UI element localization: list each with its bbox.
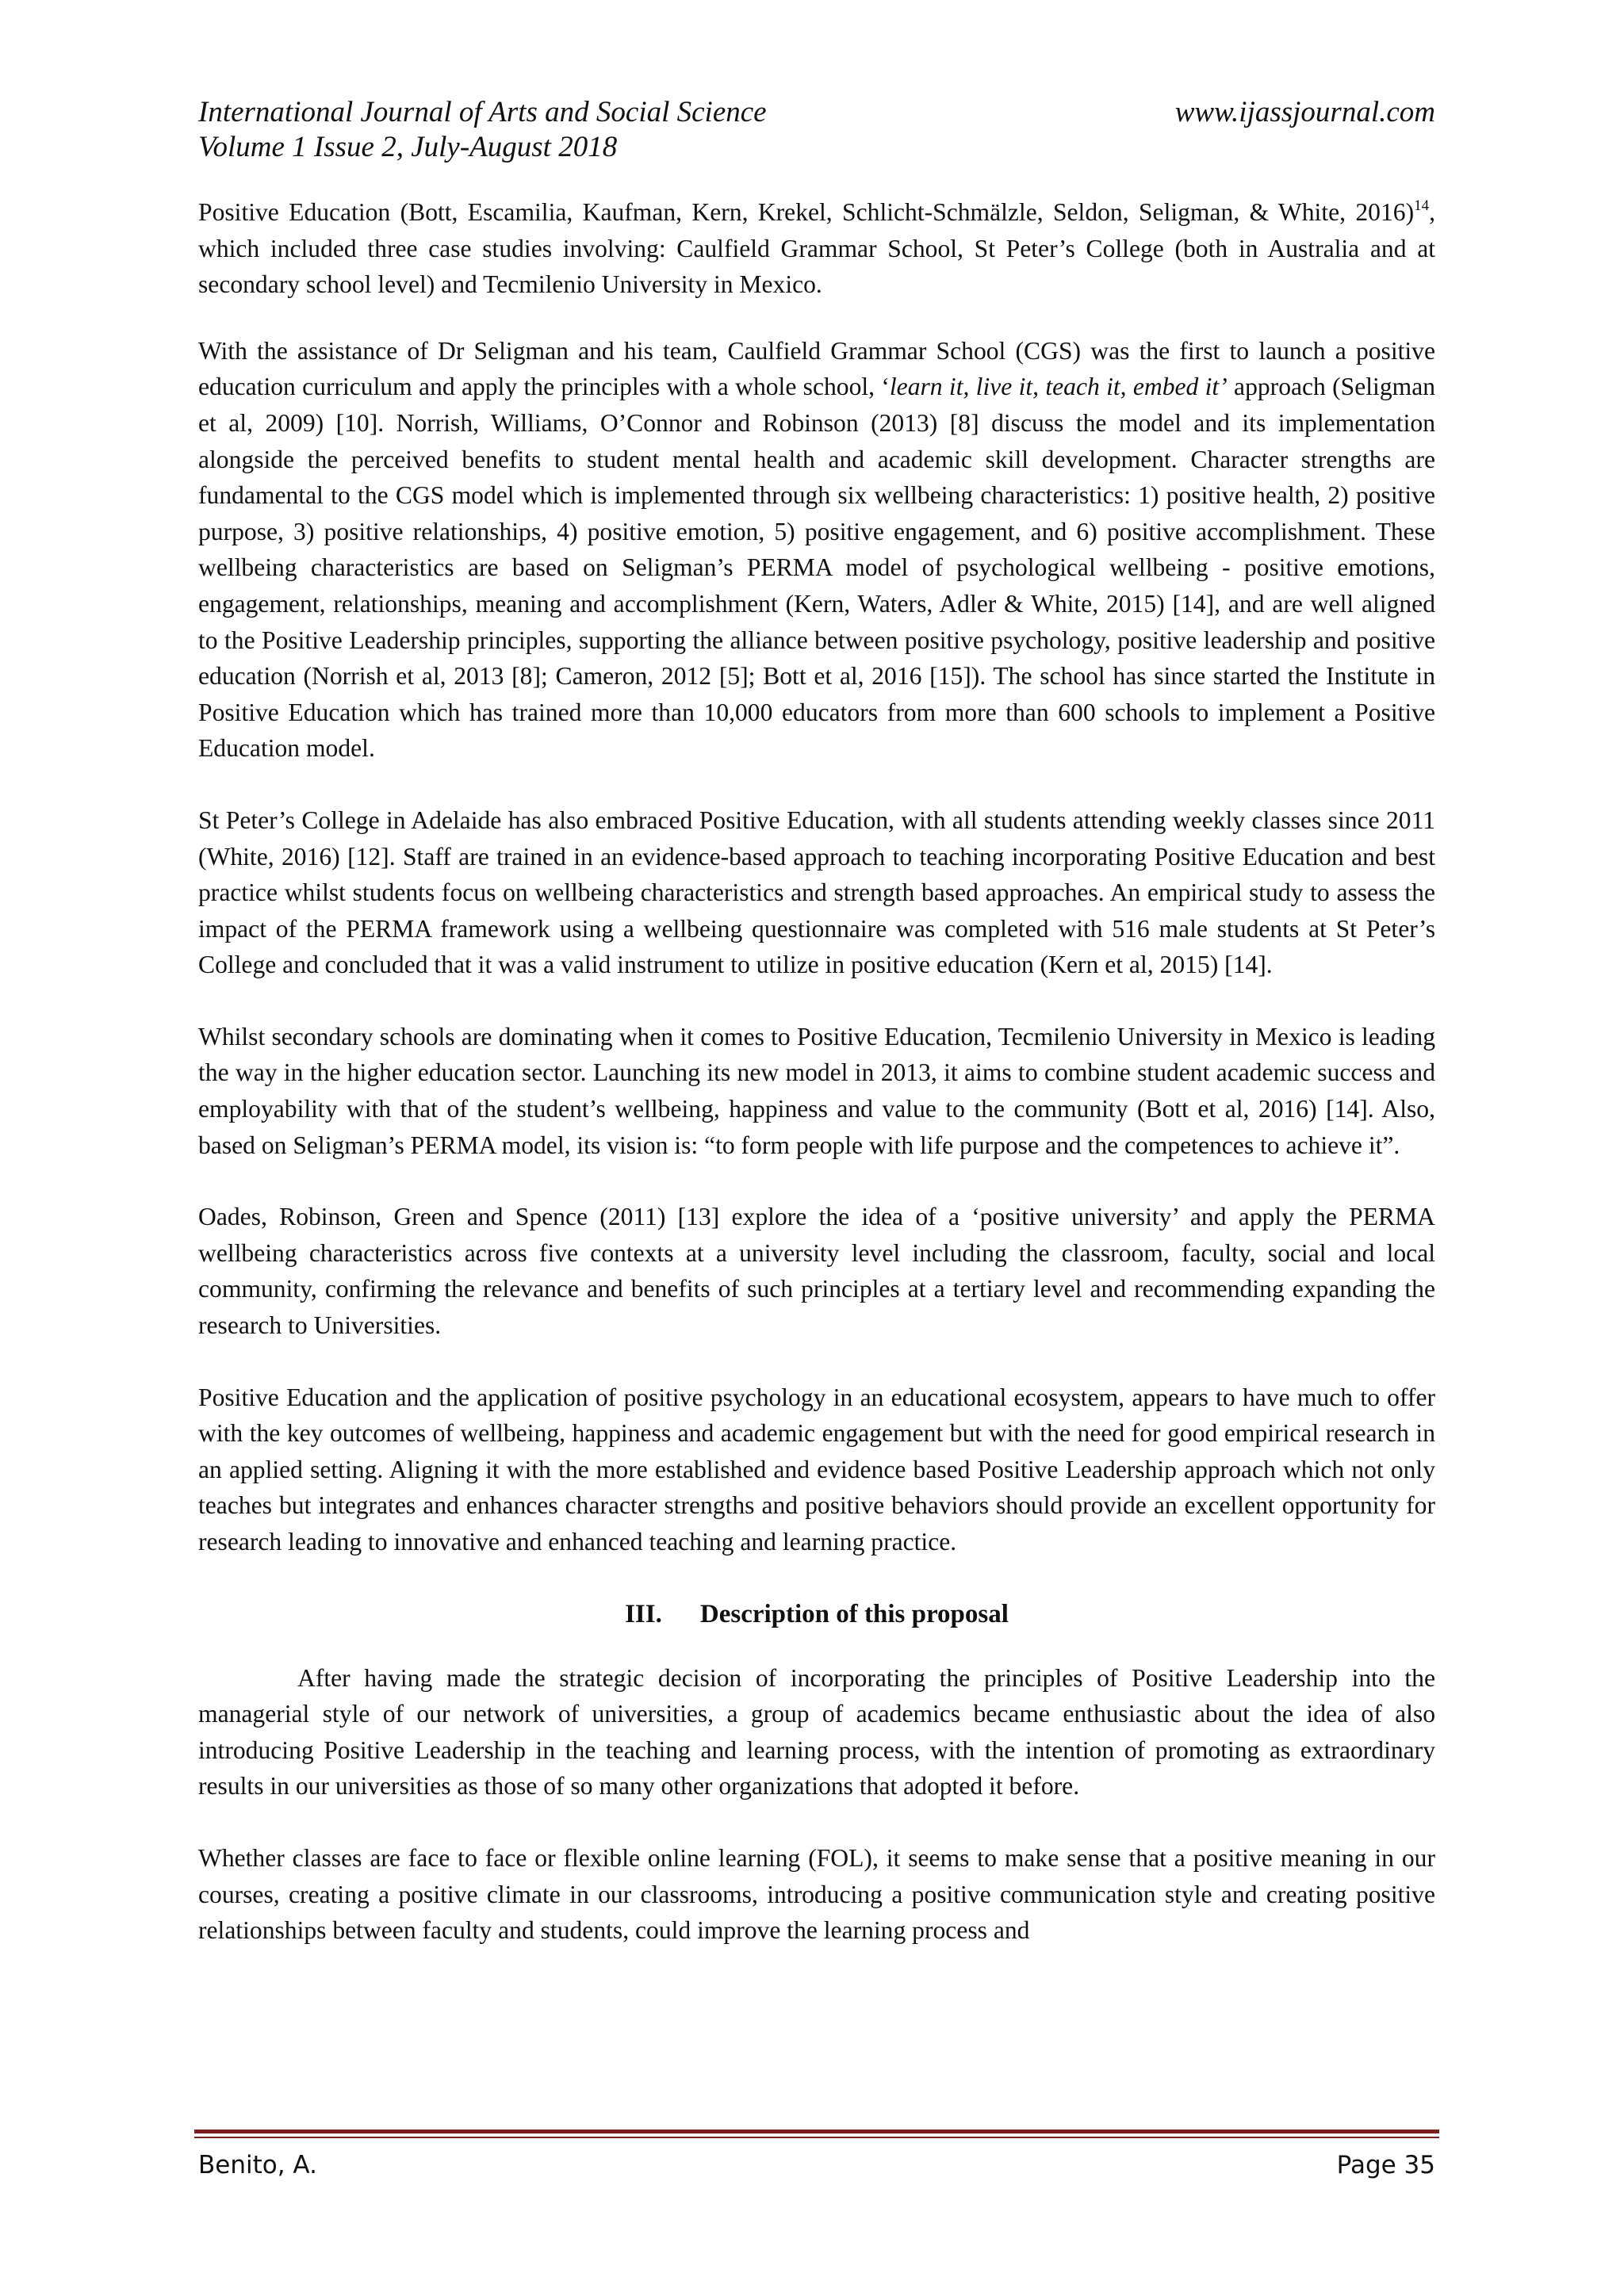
paragraph-caulfield <box>198 333 1435 767</box>
italic-phrase: learn it, live it, teach it, embed it’ <box>889 373 1228 401</box>
footer-rule-thick <box>194 2130 1439 2133</box>
section-number: III. <box>625 1599 662 1628</box>
footnote-ref: 14 <box>1414 197 1430 214</box>
section-title: Description of this proposal <box>699 1599 1009 1628</box>
article-body <box>198 194 1435 1984</box>
paragraph-tecmilenio: Whilst secondary schools are dominating when it comes to Positive Education, Tecmilenio University in Mexico is leading the way in the higher education sector. Launching its new model in 2013, it aims to combine student academic success and employability with that of the student’s wellbeing, happiness and value to the community (Bott et al, 2016) [14]. Also, based on Seligman’s PERMA model, its vision is: “to form people with life purpose and the competences to achieve it”. <box>198 1022 1435 1159</box>
text-run: approach (Seligman et al, 2009) [10]. Norrish, Williams, O’Connor and Robinson (2013) [8] discuss the model and its implementation alongside the perceived benefits to student mental health and academic skill development. Character strengths are fundamental to the CGS model which is implemented through six wellbeing characteristics: 1) positive health, 2) positive purpose, 3) positive relationships, 4) positive emotion, 5) positive engagement, and 6) positive accomplishment. These wellbeing characteristics are based on Seligman’s PERMA model of psychological wellbeing - positive emotions, engagement, relationships, meaning and accomplishment (Kern, Waters, Adler & White, 2015) [14], and are well aligned to the Positive Leadership principles, supporting the alliance between positive psychology, positive leadership and positive education (Norrish et al, 2013 [8]; Cameron, 2012 [5]; Bott et al, 2016 [15]). The school has since started the Institute in Positive Education which has trained more than 10,000 educators from more than 600 schools to implement a Positive Education model. <box>198 373 1436 763</box>
journal-website: www.ijassjournal.com <box>1174 96 1435 128</box>
footer-author: Benito, A. <box>198 2151 317 2179</box>
text-run: Positive Education (Bott, Escamilia, Kaufman, Kern, Krekel, Schlicht-Schmälzle, Seldon, Seligman, & White, 2016) <box>198 198 1415 226</box>
section-heading <box>198 1596 1435 1632</box>
text-run: With the assistance of Dr Seligman and his team, Caulfield Grammar School (CGS) was the first to launch a positive education curriculum and apply the principles with a whole school, ‘ <box>198 336 1435 401</box>
paragraph-proposal-intro: After having made the strategic decision of incorporating the principles of Positive Leadership into the managerial style of our network of universities, a group of academics became enthusiastic about the idea of also introducing Positive Leadership in the teaching and learning process, with the intention of promoting as extraordinary results in our universities as those of so many other organizations that adopted it before. <box>198 1663 1435 1800</box>
paragraph-positive-education-intro <box>198 194 1435 303</box>
paragraph-oades: Oades, Robinson, Green and Spence (2011) [13] explore the idea of a ‘positive university’ and apply the PERMA wellbeing characteristics across five contexts at a university level including the classroom, faculty, social and local community, confirming the relevance and benefits of such principles at a tertiary level and recommending expanding the research to Universities. <box>198 1203 1435 1340</box>
text-run: , which included three case studies involving: Caulfield Grammar School, St Peter’s College (both in Australia and at secondary school level) and Tecmilenio University in Mexico. <box>198 198 1435 299</box>
journal-title: International Journal of Arts and Social Science <box>198 96 767 128</box>
paragraph-classes: Whether classes are face to face or flexible online learning (FOL), it seems to make sense that a positive meaning in our courses, creating a positive climate in our classrooms, introducing a positive communication style and creating positive relationships between faculty and students, could improve the learning process and <box>198 1843 1435 1945</box>
volume-info: Volume 1 Issue 2, July-August 2018 <box>198 131 618 163</box>
footer-rule-thin <box>194 2137 1439 2138</box>
page-number: Page 35 <box>1336 2151 1435 2179</box>
header-line <box>198 95 1435 130</box>
paragraph-positive-education-summary: Positive Education and the application of positive psychology in an educational ecosystem, appears to have much to offer with the key outcomes of wellbeing, happiness and academic engagement but with the need for good empirical research in an applied setting. Aligning it with the more established and evidence based Positive Leadership approach which not only teaches but integrates and enhances character strengths and positive behaviors should provide an excellent opportunity for research leading to innovative and enhanced teaching and learning practice. <box>198 1383 1435 1556</box>
page-header <box>198 95 1435 165</box>
page-footer <box>198 2149 1435 2182</box>
paragraph-st-peters: St Peter’s College in Adelaide has also embraced Positive Education, with all students attending weekly classes since 2011 (White, 2016) [12]. Staff are trained in an evidence-based approach to teaching incorporating Positive Education and best practice whilst students focus on wellbeing characteristics and strength based approaches. An empirical study to assess the impact of the PERMA framework using a wellbeing questionnaire was completed with 516 male students at St Peter’s College and concluded that it was a valid instrument to utilize in positive education (Kern et al, 2015) [14]. <box>198 806 1435 979</box>
